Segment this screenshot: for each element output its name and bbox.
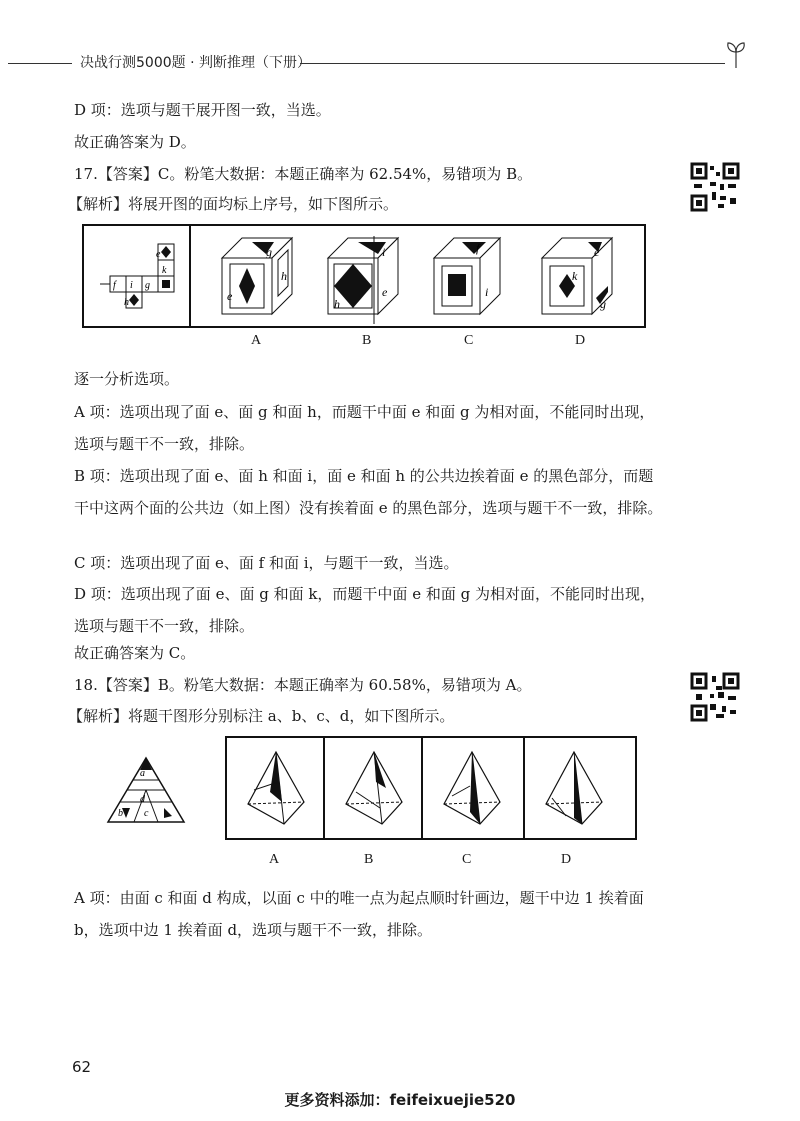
q18-option-d: D <box>561 852 572 867</box>
q17-option-a-analysis: A 项：选项出现了面 e、面 g 和面 h，而题干中面 e 和面 g 为相对面，不能同时出现，选项与题干不一致，排除。 <box>74 403 655 453</box>
q18-option-a-analysis: A 项：由面 c 和面 d 构成，以面 c 中的唯一点为起点顺时针画边，题干中边 1 挨着面 b，选项中边 1 挨着面 d，选项与题干不一致，排除。 <box>74 889 644 939</box>
cube-d-label-side: g <box>600 297 606 311</box>
q17-option-b-analysis: B 项：选项出现了面 e、面 h 和面 i，面 e 和面 h 的公共边挨着面 e 的黑色部分，而题干中这两个面的公共边（如上图）没有挨着面 e 的黑色部分，选项与题干不一致，排除。 <box>74 467 663 517</box>
q17-answer: 17.【答案】C。粉笔大数据：本题正确率为 62.54%，易错项为 B。 <box>74 165 533 183</box>
net-label-i: i <box>130 280 133 291</box>
net-label-e: e <box>156 249 161 260</box>
footer-note: 更多资料添加：feifeixuejie520 <box>284 1091 516 1109</box>
q17-option-c: C <box>464 333 474 348</box>
q18-answer: 18.【答案】B。粉笔大数据：本题正确率为 60.58%，易错项为 A。 <box>74 676 532 694</box>
figure-q17 <box>82 224 646 328</box>
cube-a-label-top: g <box>266 245 272 259</box>
cube-b-label-front: h <box>334 297 340 311</box>
figure-q18-drawing <box>100 736 655 844</box>
cube-b-label-top: i <box>382 245 386 259</box>
cube-d-label-top: e <box>594 245 600 259</box>
q17-option-b: B <box>362 333 372 348</box>
figure-q17-drawing <box>82 224 646 328</box>
tri-label-c: c <box>144 808 149 819</box>
net-label-k: k <box>162 265 167 276</box>
cube-b-label-side: e <box>382 285 388 299</box>
cube-a-label-front: e <box>227 289 233 303</box>
q17-final-answer: 故正确答案为 C。 <box>74 644 196 662</box>
running-header <box>0 52 800 76</box>
line-d-item: D 项：选项与题干展开图一致，当选。 <box>74 101 331 119</box>
q17-option-d-analysis: D 项：选项出现了面 e、面 g 和面 k，而题干中面 e 和面 g 为相对面，不能同时出现，选项与题干不一致，排除。 <box>74 585 655 635</box>
tri-label-b: b <box>118 808 123 819</box>
q17-option-a: A <box>251 333 262 348</box>
header-rule-left <box>8 63 72 64</box>
cube-c-label-top: f <box>476 241 480 255</box>
qr-code-2 <box>690 672 740 722</box>
header-title: 决战行测5000题 · 判断推理（下册） <box>80 55 311 71</box>
net-label-h: h <box>124 297 129 308</box>
q17-option-d: D <box>575 333 586 348</box>
q18-option-c: C <box>462 852 472 867</box>
line-answer-d: 故正确答案为 D。 <box>74 133 196 151</box>
cube-a-label-side: h <box>281 269 287 283</box>
tri-label-d: d <box>140 794 145 805</box>
cube-d-label-front: k <box>572 269 578 283</box>
q18-analysis: 【解析】将题干图形分别标注 a、b、c、d，如下图所示。 <box>68 707 455 725</box>
cube-c-label-side: i <box>485 285 489 299</box>
q17-intro: 逐一分析选项。 <box>74 370 180 388</box>
page-number: 62 <box>72 1058 92 1076</box>
net-label-g: g <box>145 280 150 291</box>
qr-code <box>690 162 740 212</box>
sprout-icon <box>724 40 748 70</box>
header-rule-right <box>300 63 725 64</box>
q18-option-b: B <box>364 852 374 867</box>
figure-q18 <box>100 736 655 844</box>
net-label-f: f <box>113 280 116 291</box>
q17-analysis: 【解析】将展开图的面均标上序号，如下图所示。 <box>68 195 399 213</box>
q18-option-a: A <box>269 852 280 867</box>
tri-label-a: a <box>140 768 145 779</box>
q17-option-c-analysis: C 项：选项出现了面 e、面 f 和面 i，与题干一致，当选。 <box>74 554 459 572</box>
